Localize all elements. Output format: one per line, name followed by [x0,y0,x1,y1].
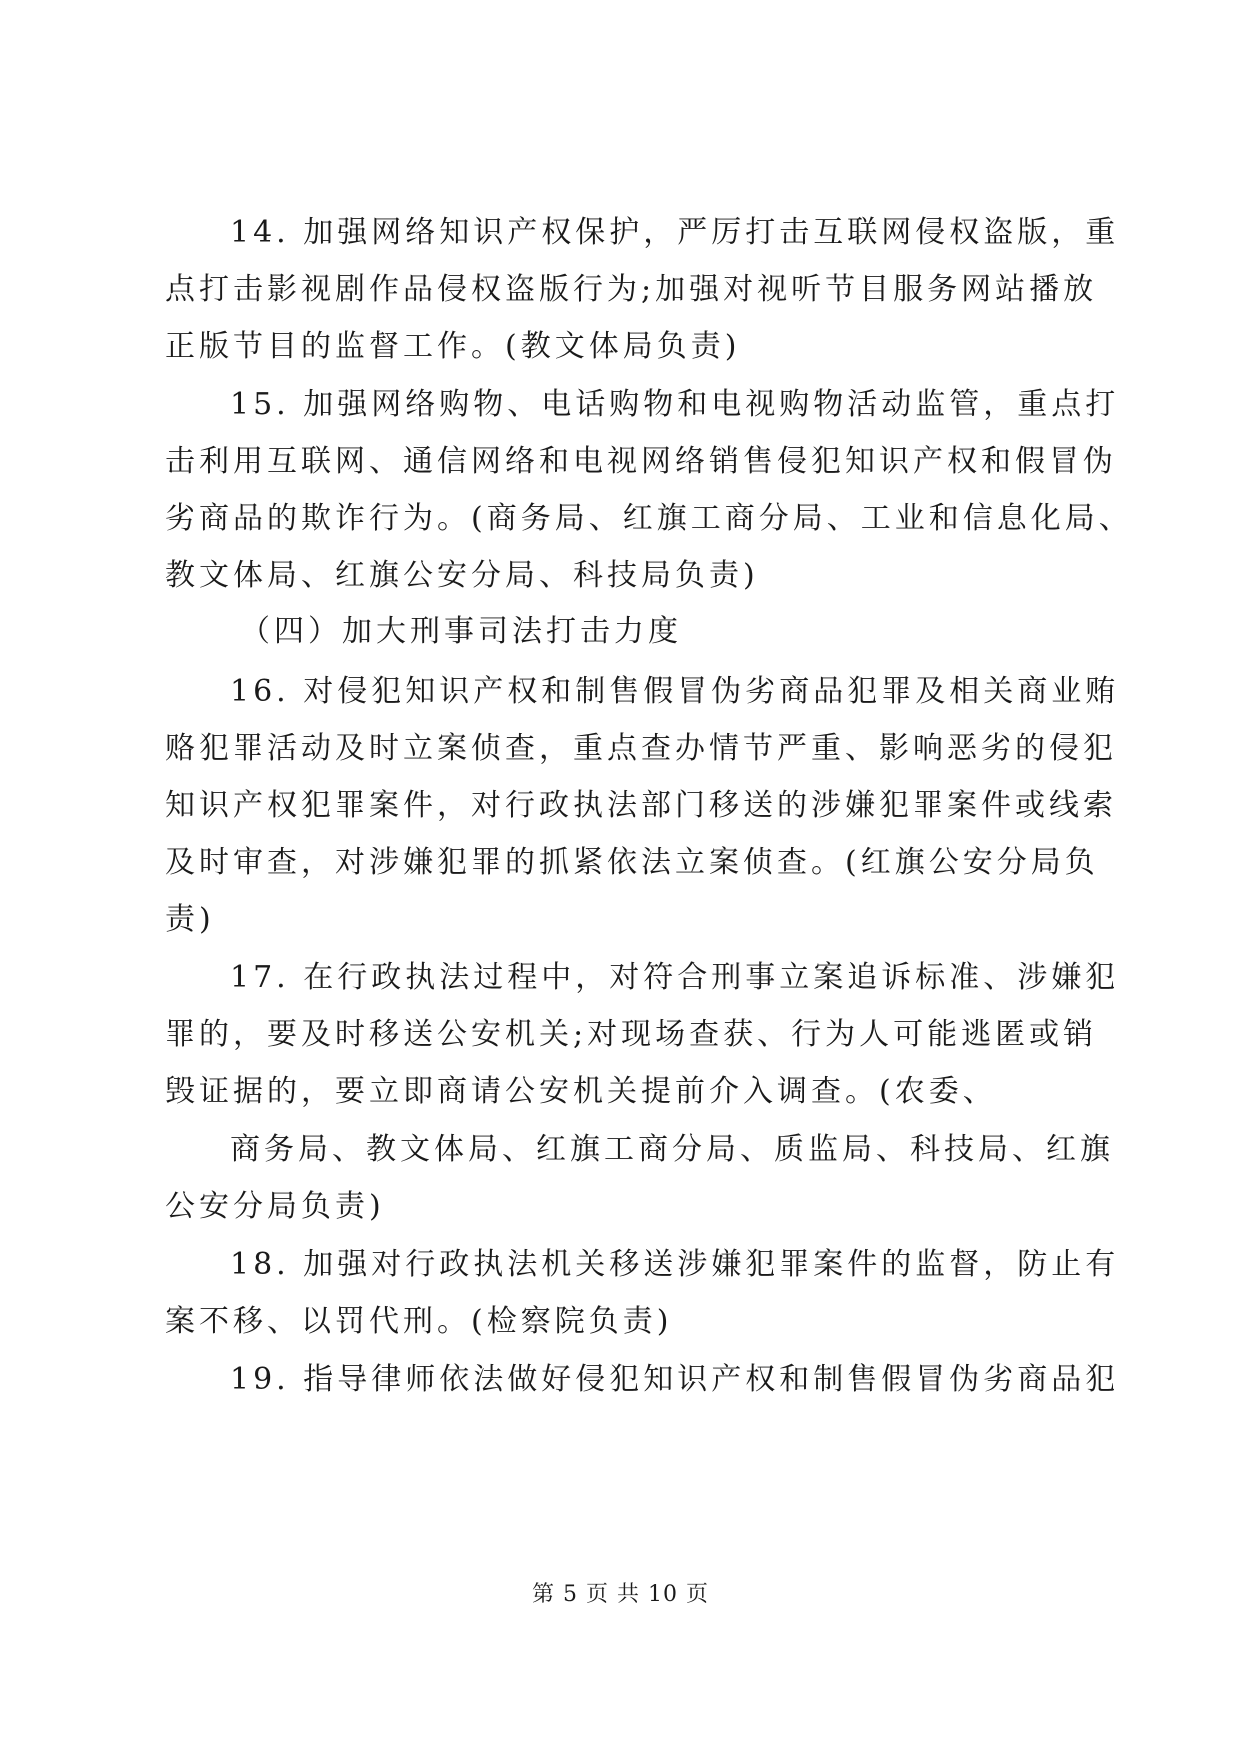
page-footer: 第 5 页 共 10 页 [532,1582,709,1607]
paragraph-17-line-3: 毁证据的，要立即商请公安机关提前介入调查。(农委、 [165,1074,997,1109]
paragraph-14-line-3: 正版节目的监督工作。(教文体局负责) [165,329,741,364]
paragraph-16-line-1: 16. 对侵犯知识产权和制售假冒伪劣商品犯罪及相关商业贿 [230,674,1120,709]
paragraph-17-line-1: 17. 在行政执法过程中，对符合刑事立案追诉标准、涉嫌犯 [230,960,1120,995]
paragraph-17-line-5: 公安分局负责) [165,1189,385,1224]
paragraph-15-line-4: 教文体局、红旗公安分局、科技局负责) [165,558,759,593]
section-heading-4: （四）加大刑事司法打击力度 [240,614,682,649]
paragraph-16-line-5: 责) [165,902,215,937]
paragraph-18-line-2: 案不移、以罚代刑。(检察院负责) [165,1304,673,1339]
paragraph-17-line-4: 商务局、教文体局、红旗工商分局、质监局、科技局、红旗 [230,1132,1114,1167]
paragraph-16-line-3: 知识产权犯罪案件，对行政执法部门移送的涉嫌犯罪案件或线索 [165,788,1117,823]
paragraph-15-line-1: 15. 加强网络购物、电话购物和电视购物活动监管，重点打 [230,387,1120,422]
paragraph-19-line-1: 19. 指导律师依法做好侵犯知识产权和制售假冒伪劣商品犯 [230,1362,1120,1397]
paragraph-14-line-1: 14. 加强网络知识产权保护，严厉打击互联网侵权盗版，重 [230,215,1120,250]
paragraph-17-line-2: 罪的，要及时移送公安机关;对现场查获、行为人可能逃匿或销 [165,1017,1098,1052]
paragraph-14-line-2: 点打击影视剧作品侵权盗版行为;加强对视听节目服务网站播放 [165,272,1098,307]
paragraph-16-line-4: 及时审查，对涉嫌犯罪的抓紧依法立案侦查。(红旗公安分局负 [165,845,1099,880]
paragraph-15-line-2: 击利用互联网、通信网络和电视网络销售侵犯知识产权和假冒伪 [165,444,1117,479]
paragraph-18-line-1: 18. 加强对行政执法机关移送涉嫌犯罪案件的监督，防止有 [230,1247,1120,1282]
paragraph-15-line-3: 劣商品的欺诈行为。(商务局、红旗工商分局、工业和信息化局、 [165,501,1133,536]
paragraph-16-line-2: 赂犯罪活动及时立案侦查，重点查办情节严重、影响恶劣的侵犯 [165,731,1117,766]
